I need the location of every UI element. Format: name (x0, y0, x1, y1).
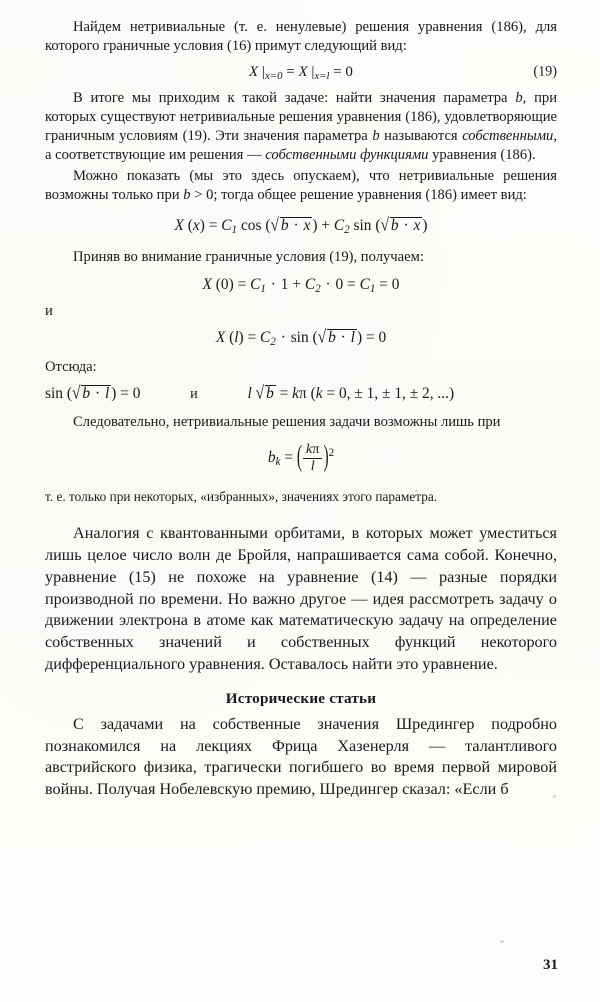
equation-sin-conjunction: и (190, 385, 198, 402)
section-title: Исторические статьи (225, 689, 377, 707)
paragraph-9: С задачами на собственные значения Шредингер подробно познакомился на лекциях Фрица Хазенерля — талантливого австрийского физика, трагически погибшего во время первой мировой войны. Получая Нобелевскую премию, Шредингер сказал: «Если б (45, 714, 557, 799)
paragraph-1: Найдем нетривиальные (т. е. ненулевые) решения уравнения (186), для которого граничные условия (16) примут следующий вид: (45, 19, 557, 54)
paragraph-3: Можно показать (мы это здесь опускаем), что нетривиальные решения возможны только при b > 0; тогда общее решение уравнения (186) имеет вид: (45, 167, 557, 203)
paragraph-5: Отсюда: (45, 358, 97, 375)
equation-sin-row (45, 385, 557, 403)
equation-bk-body: $b_k$ = ( $\frac{k\pi}{l}$ )$^2$ (267, 441, 335, 474)
paragraph-6: Следовательно, нетривиальные решения задачи возможны лишь при (73, 414, 501, 431)
equation-sin-right: l √ b = kπ (k = 0, ± 1, ± 1, ± 2, ...) (247, 383, 455, 404)
equation-xl-body: X $(l) = C_2 \cdot \sin$ (√ b · l ) = 0 (215, 327, 387, 348)
equation-sin-left: sin (√ b · l ) = 0 (45, 383, 145, 404)
equation-general-solution-body: X $(x) = C_1$ cos (√ b · x ) + $C_2$ sin (√ b · x ) (174, 215, 428, 236)
paper-speck (500, 940, 504, 943)
equation-19-number: (19) (533, 63, 557, 80)
equation-xl (45, 329, 557, 348)
equation-19-body: X $|_{x=0} = X$ $|_{x=l} = 0$ (249, 63, 353, 82)
paragraph-7: т. е. только при некоторых, «избранных», значениях этого параметра. (45, 488, 438, 504)
paragraph-4: Приняв во внимание граничные условия (19), получаем: (73, 248, 424, 265)
equation-bk (45, 442, 557, 474)
paragraph-2: В итоге мы приходим к такой задаче: найти значения параметра b, при которых существуют нетривиальные решения уравнения (186), удовлетворяющие граничным условиям (19). Эти значения параметра b называются собственными, а соответствующие им решения — собственными функциями уравнения (186). (45, 89, 558, 163)
equation-19 (45, 63, 557, 82)
paragraph-8: Аналогия с квантованными орбитами, в которых может уместиться лишь целое число волн де Бройля, напрашивается сама собой. Конечно, уравнение (15) не похоже на уравнение (14) — разные порядки производной по времени. Но важно другое — идея рассмотреть задачу о движении электрона в атоме как математическую задачу на определение собственных значений и собственных функций некоторого дифференциального уравнения. Оставалось найти это уравнение. (45, 524, 557, 673)
equation-x0-body: X $(0) = C_1 \cdot 1 + C_2 \cdot 0 = C_1 = 0$ (202, 275, 400, 295)
conjunction-and-1: и (45, 302, 53, 319)
text-column (45, 18, 557, 802)
equation-x0 (45, 276, 557, 295)
equation-general-solution (45, 217, 557, 236)
page-number: 31 (543, 957, 558, 973)
